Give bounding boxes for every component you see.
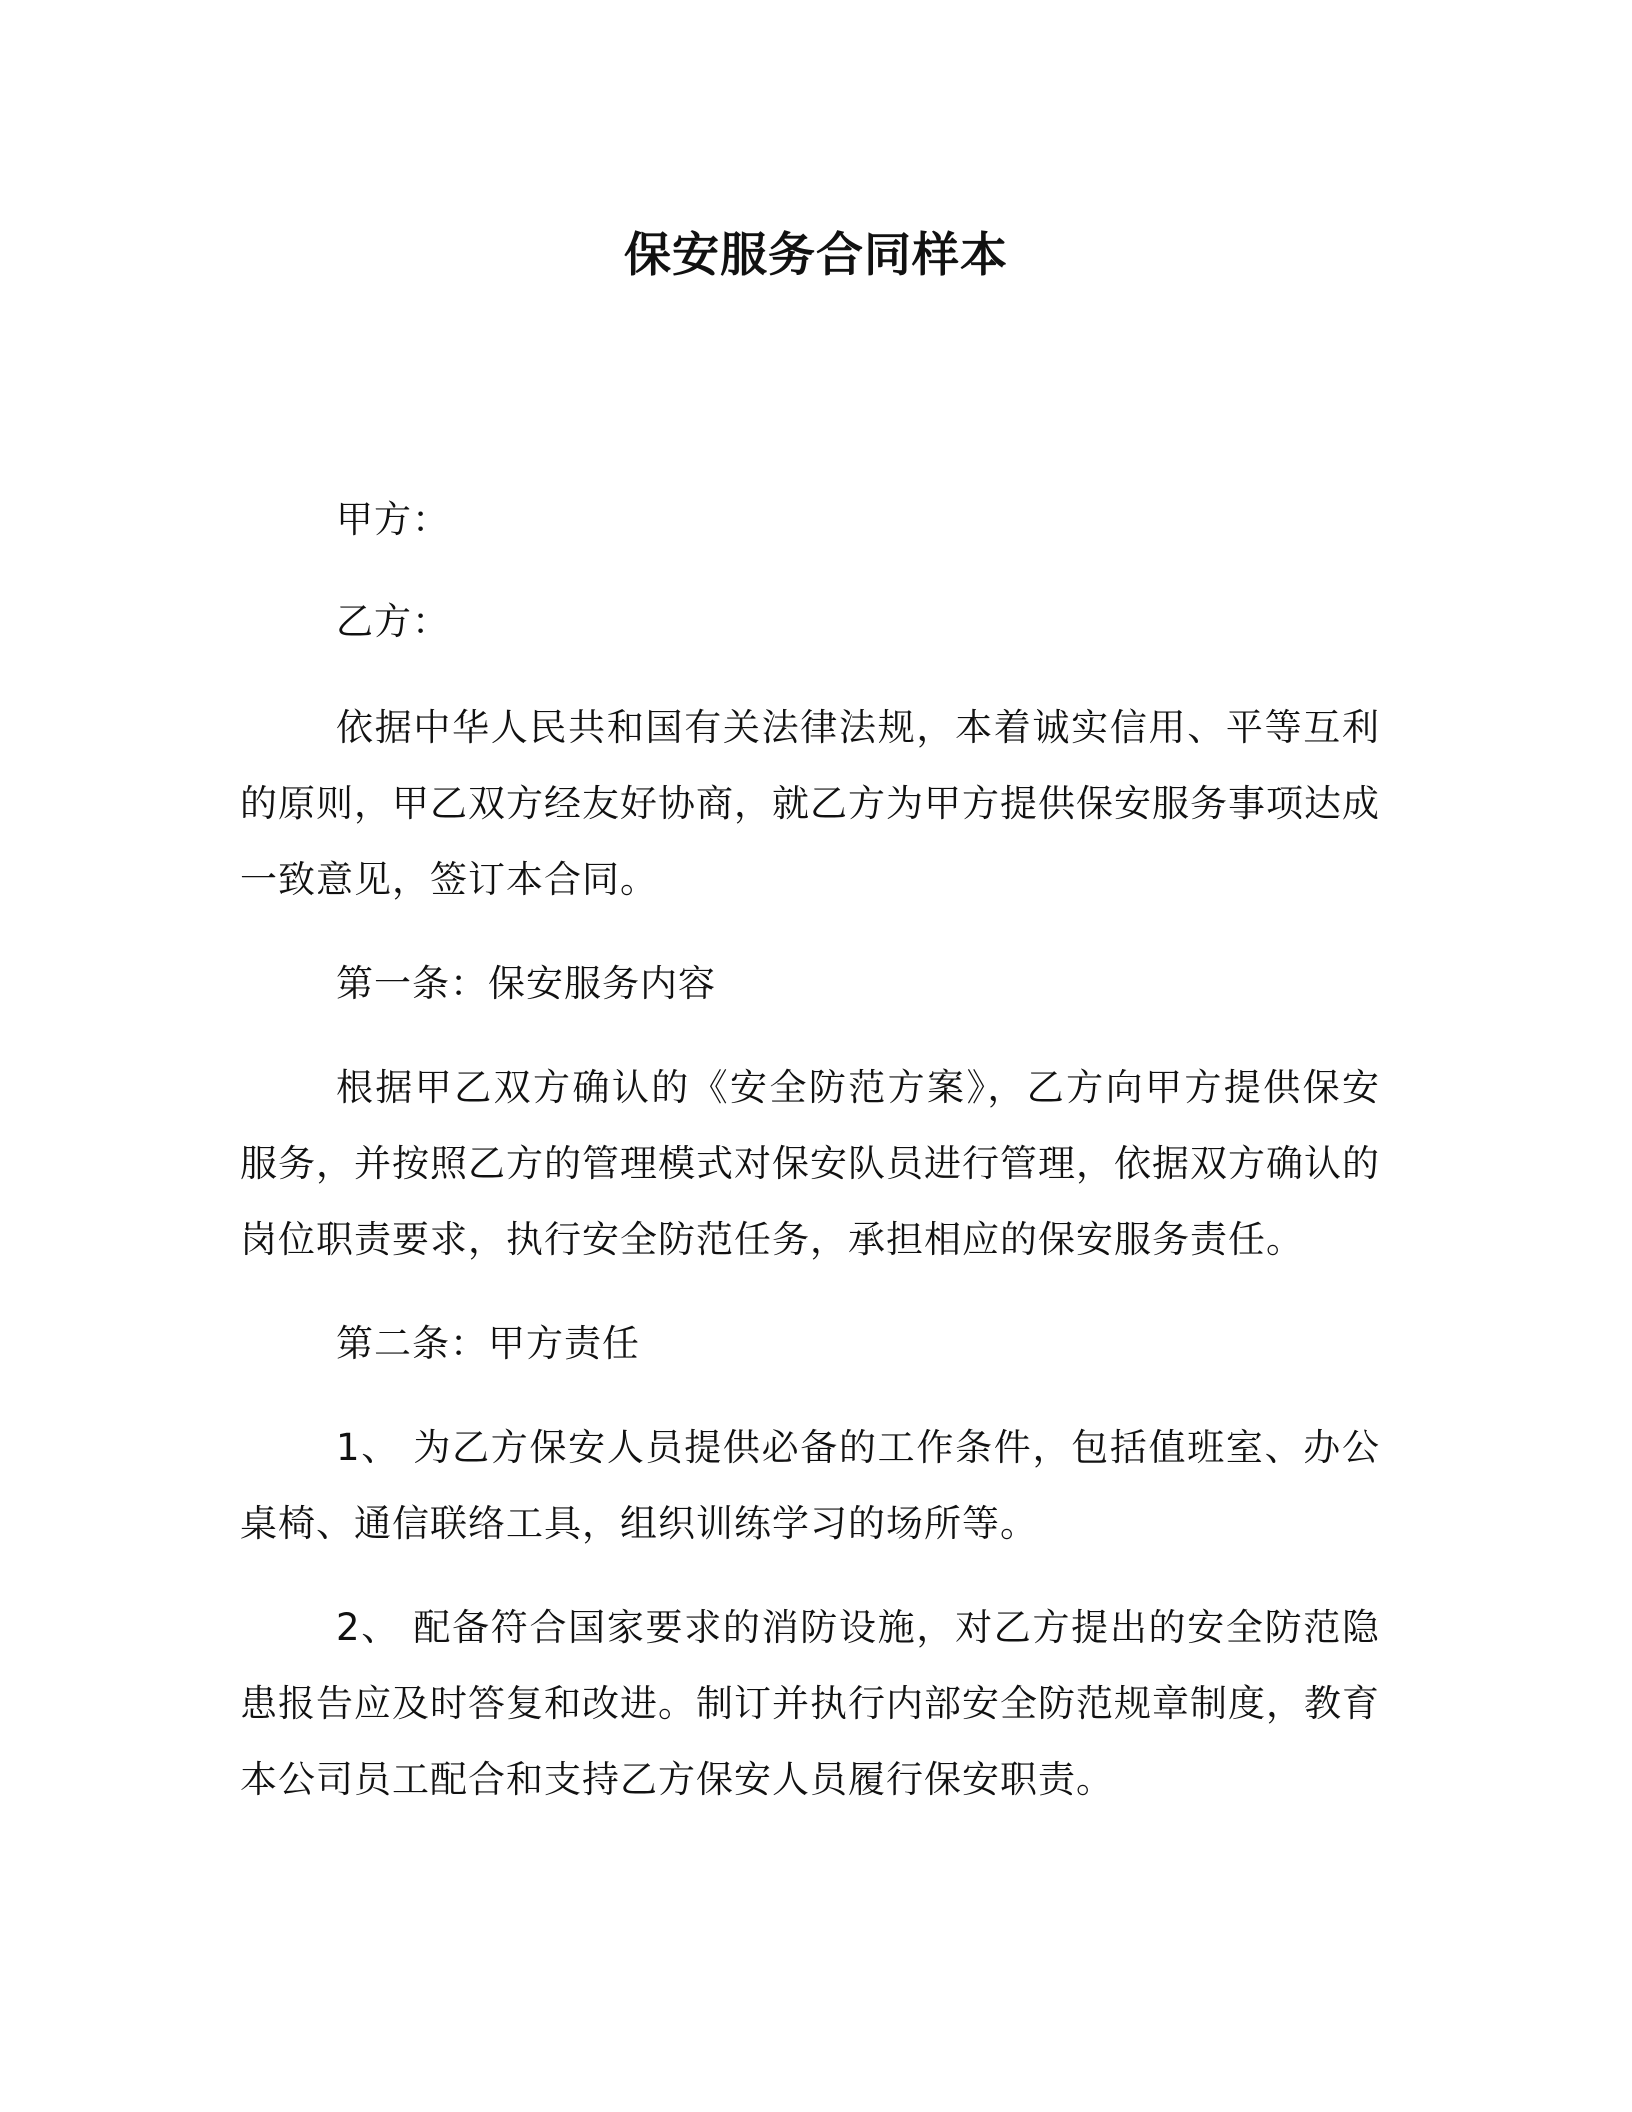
party-b-line (240, 584, 1380, 660)
article2-heading-block (240, 1306, 1380, 1382)
preamble-block (240, 690, 1380, 918)
article2-item1: 1、 为乙方保安人员提供必备的工作条件，包括值班室、办公桌椅、通信联络工具，组织训练学习的场所等。 (240, 1426, 1380, 1545)
party-a-line (240, 482, 1380, 558)
article1-heading: 第一条：保安服务内容 (336, 962, 716, 1005)
document-title: 保安服务合同样本 (624, 228, 1008, 283)
article1-heading-block (240, 946, 1380, 1022)
preamble-paragraph: 依据中华人民共和国有关法律法规，本着诚实信用、平等互利的原则，甲乙双方经友好协商，就乙方为甲方提供保安服务事项达成一致意见，签订本合同。 (240, 706, 1380, 901)
party-a-label: 甲方： (336, 498, 450, 541)
article1-paragraph: 根据甲乙双方确认的《安全防范方案》，乙方向甲方提供保安服务，并按照乙方的管理模式对保安队员进行管理，依据双方确认的岗位职责要求，执行安全防范任务，承担相应的保安服务责任。 (240, 1066, 1380, 1261)
article2-heading: 第二条：甲方责任 (336, 1322, 640, 1365)
article1-body-block (240, 1050, 1380, 1278)
article2-item2-block (240, 1590, 1380, 1818)
party-b-label: 乙方： (336, 600, 450, 643)
article2-item2: 2、 配备符合国家要求的消防设施，对乙方提出的安全防范隐患报告应及时答复和改进。制订并执行内部安全防范规章制度，教育本公司员工配合和支持乙方保安人员履行保安职责。 (240, 1606, 1380, 1801)
article2-item1-block (240, 1410, 1380, 1562)
